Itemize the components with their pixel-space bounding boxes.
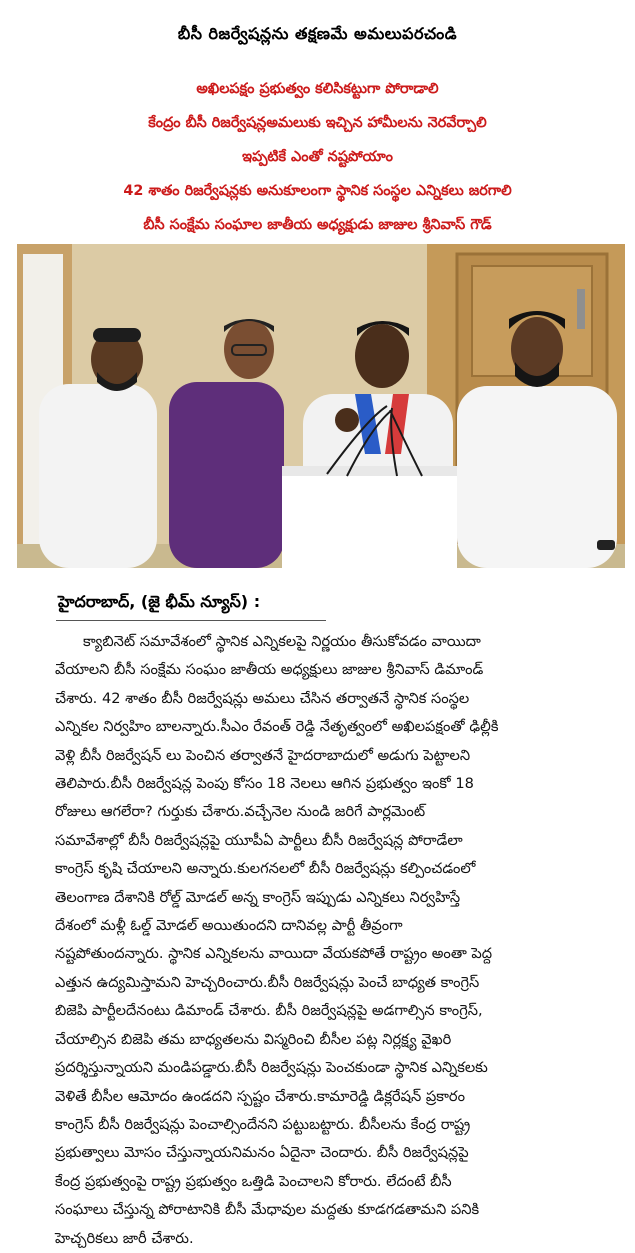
- body-line: ఎత్తున ఉద్యమిస్తామని హెచ్చరించారు.బీసీ రిజర్వేషన్లు పెంచే బాధ్యత కాంగ్రెస్: [55, 973, 480, 991]
- dateline: హైదరాబాద్, (జై భీమ్ న్యూస్) :: [58, 592, 261, 611]
- subheading: ఇప్పటికే ఎంతో నష్టపోయాం: [242, 149, 393, 165]
- article-body: [55, 628, 615, 1253]
- body-line: వెళ్లి బీసీ రిజర్వేషన్ లు పెంచిన తర్వాతనే హైదరాబాదులో అడుగు పెట్టాలని: [55, 746, 471, 764]
- body-line: క్యాబినెట్ సమావేశంలో స్థానిక ఎన్నికలపై నిర్ణయం తీసుకోవడం వాయిదా: [83, 633, 481, 650]
- body-line: వెళితే బీసీల ఆమోదం ఉండదని స్పష్టం చేశారు.కామారెడ్డి డిక్లరేషన్ ప్రకారం: [55, 1087, 465, 1105]
- body-line: దేశంలో మళ్లీ ఓల్డ్ మోడల్ అయితుందని దానివల్ల పార్టీ తీవ్రంగా: [55, 917, 403, 935]
- body-line: ప్రభుత్వాలు మోసం చేస్తున్నాయనిమనం ఏదైనా చెందారు. బీసీ రిజర్వేషన్లపై: [55, 1144, 469, 1162]
- body-line: సమావేశాల్లో బీసీ రిజర్వేషన్లపై యూపీఏ పార్టీలు బీసీ రిజర్వేషన్ల పోరాడేలా: [55, 831, 463, 849]
- body-line: సంఘాలు చేస్తున్న పోరాటానికి బీసీ మేధావుల మద్దతు కూడగడతామని పనికి: [55, 1201, 480, 1219]
- press-conference-photo: [17, 244, 625, 568]
- body-line: తెలిపారు.బీసీ రిజర్వేషన్ల పెంపు కోసం 18 నెలలు ఆగిన ప్రభుత్వం ఇంకో 18: [55, 775, 474, 793]
- body-line: వేయాలని బీసీ సంక్షేమ సంఘం జాతీయ అధ్యక్షులు జాజుల శ్రీనివాస్ డిమాండ్: [55, 661, 484, 679]
- body-line: చేశారు. 42 శాతం బీసీ రిజర్వేషన్లు అమలు చేసిన తర్వాతనే స్థానిక సంస్థల: [55, 689, 470, 707]
- body-line: కాంగ్రెస్ కృషి చేయాలని అన్నారు.కులగనలలో బీసీ రిజర్వేషన్లు కల్పించడంలో: [55, 860, 476, 878]
- subheading: కేంద్రం బీసీ రిజర్వేషన్లఅమలుకు ఇచ్చిన హామీలను నెరవేర్చాలి: [148, 115, 487, 131]
- subheading: 42 శాతం రిజర్వేషన్లకు అనుకూలంగా స్థానిక సంస్థల ఎన్నికలు జరగాలి: [123, 183, 512, 199]
- subheadings: [0, 72, 635, 242]
- press-conference-illustration: [17, 244, 625, 568]
- subheading: అఖిలపక్షం ప్రభుత్వం కలిసికట్టుగా పోరాడాలి: [196, 81, 439, 97]
- subheading: బీసీ సంక్షేమ సంఘాల జాతీయ అధ్యక్షుడు జాజుల శ్రీనివాస్ గౌడ్: [143, 217, 492, 233]
- body-line: చేయాల్సిన బిజెపి తమ బాధ్యతలను విస్మరించి బీసీల పట్ల నిర్లక్ష్య వైఖరి: [55, 1030, 452, 1048]
- body-line: బిజెపి పార్టీలదేనంటు డిమాండ్ చేశారు. బీసీ రిజర్వేషన్లపై అడగాల్సిన కాంగ్రెస్,: [55, 1002, 483, 1020]
- body-line: కేంద్ర ప్రభుత్వంపై రాష్ట్ర ప్రభుత్వం ఒత్తిడి పెంచాలని కోరారు. లేదంటే బీసీ: [55, 1172, 452, 1190]
- body-line: హెచ్చరికలు జారీ చేశారు.: [55, 1229, 194, 1247]
- body-line: ఎన్నికల నిర్వహిం బాలన్నారు.సీఎం రేవంత్ రెడ్డి నేతృత్వంలో అఖిలపక్షంతో ఢిల్లీకి: [55, 718, 499, 736]
- body-line: ప్రదర్శిస్తున్నాయని మండిపడ్డారు.బీసీ రిజర్వేషన్లు పెంచకుండా స్థానిక ఎన్నికలకు: [55, 1059, 488, 1077]
- headline: బీసీ రిజర్వేషన్లను తక్షణమే అమలుపరచండి: [177, 23, 458, 43]
- body-line: తెలంగాణ దేశానికి రోల్డ్ మోడల్ అన్న కాంగ్రెస్ ఇప్పుడు ఎన్నికలు నిర్వహిస్తే: [55, 888, 461, 906]
- body-line: నష్టపోతుందన్నారు. స్థానిక ఎన్నికలను వాయిదా వేయకపోతే రాష్ట్రం అంతా పెద్ద: [55, 945, 493, 963]
- body-line: కాంగ్రెస్ బీసీ రిజర్వేషన్లు పెంచాల్సిందేనని పట్టుబట్టారు. బీసీలను కేంద్ర రాష్ట్ర: [55, 1115, 471, 1133]
- dateline-divider: [56, 620, 326, 621]
- body-line: రోజులు ఆగలేరా? గుర్తుకు చేశారు.వచ్చేనెల నుండి జరిగే పార్లమెంట్: [55, 803, 426, 821]
